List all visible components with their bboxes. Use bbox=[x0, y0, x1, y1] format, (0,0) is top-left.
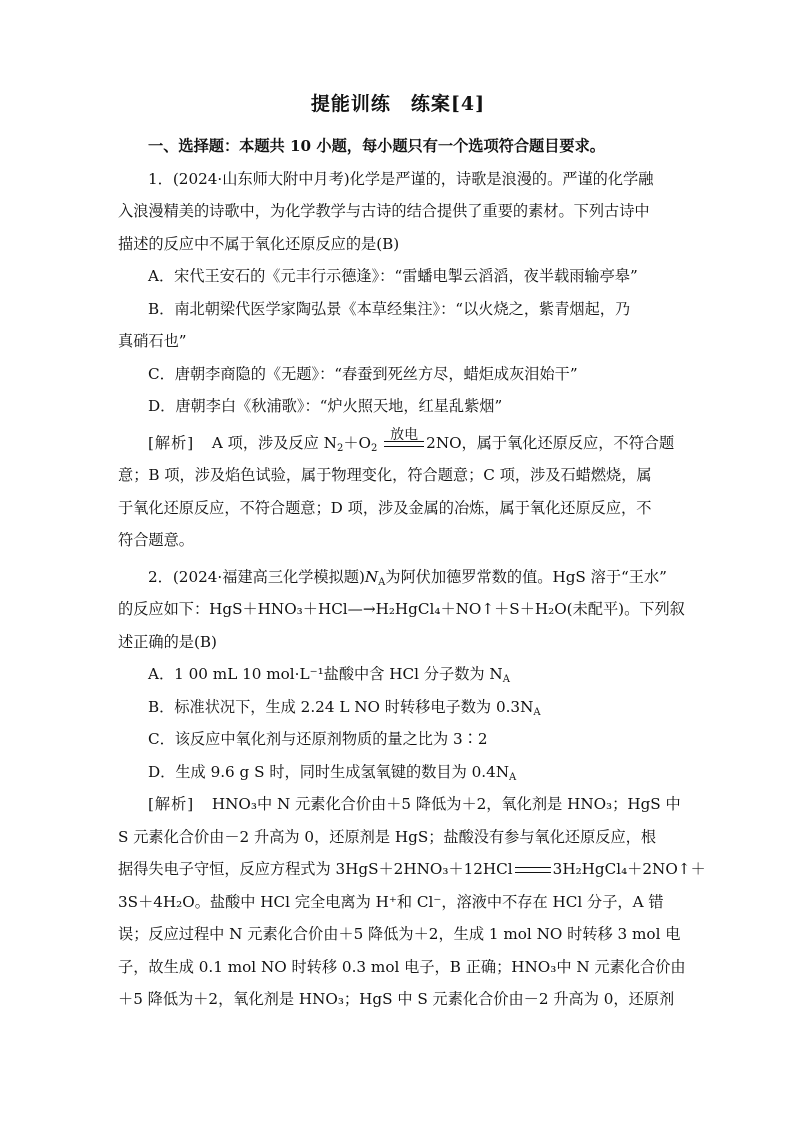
analysis-tag: [解析] bbox=[148, 433, 195, 452]
q2-option-a: A．1 00 mL 10 mol·L⁻¹盐酸中含 HCl 分子数为 $N_A$ bbox=[148, 665, 510, 685]
q1-analysis-line-1: [解析] A 项，涉及反应 $N_2+O_2$ 放电 2NO，属于氧化还原反应，不符合题 bbox=[118, 427, 678, 460]
question-1 bbox=[118, 163, 678, 557]
q2-analysis-line-6: 子，故生成 0.1 mol NO 时转移 0.3 mol 电子，B 正确；HNO₃中 N 元素化合价由 bbox=[118, 957, 686, 976]
q1-option-b-cont: 真硝石也” bbox=[118, 332, 187, 350]
q2-stem-line-3: 述正确的是(B) bbox=[118, 632, 217, 651]
q1-option-b: B．南北朝梁代医学家陶弘景《本草经集注》：“以火烧之，紫青烟起，乃 bbox=[148, 299, 631, 318]
document-page bbox=[118, 92, 706, 1016]
analysis-text: 2NO，属于氧化还原反应，不符合题 bbox=[426, 433, 675, 452]
reaction-condition-arrow bbox=[382, 426, 426, 452]
q2-stem-line-2: 的反应如下：HgS＋HNO₃＋HCl—→H₂HgCl₄＋NO↑＋S＋H₂O(未配平)。下列叙 bbox=[118, 600, 685, 618]
analysis-text: A 项，涉及反应 N bbox=[211, 433, 337, 452]
q2-option-b: B．标准状况下，生成 2.24 L NO 时转移电子数为 $0.3N_A$ bbox=[148, 697, 541, 718]
analysis-text: HNO₃中 N 元素化合价由＋5 降低为＋2，氧化剂是 HNO₃；HgS 中 bbox=[211, 795, 681, 813]
q2-analysis-line-4: 3S＋4H₂O。盐酸中 HCl 完全电离为 H⁺和 Cl⁻，溶液中不存在 HCl 分子，A 错 bbox=[118, 892, 664, 911]
reaction-condition-label: 放电 bbox=[390, 426, 419, 443]
page-title: 提能训练 练案[4] bbox=[310, 93, 486, 115]
q1-analysis-line-2: 意；B 项，涉及焰色试验，属于物理变化，符合题意；C 项，涉及石蜡燃烧，属 bbox=[118, 466, 652, 484]
q1-analysis-line-3: 于氧化还原反应，不符合题意；D 项，涉及金属的冶炼，属于氧化还原反应，不 bbox=[118, 498, 652, 517]
q2-analysis-line-5: 误；反应过程中 N 元素化合价由＋5 降低为＋2，生成 1 mol NO 时转移 3 mol 电 bbox=[118, 925, 681, 943]
q1-option-d: D．唐朝李白《秋浦歌》：“炉火照天地，红星乱紫烟” bbox=[148, 397, 503, 415]
q2-analysis-line-7: ＋5 降低为＋2，氧化剂是 HNO₃；HgS 中 S 元素化合价由－2 升高为 0，还原剂 bbox=[118, 990, 675, 1008]
q1-stem-line-2: 入浪漫精美的诗歌中，为化学教学与古诗的结合提供了重要的素材。下列古诗中 bbox=[118, 202, 650, 220]
equation-equals-sign bbox=[515, 867, 551, 873]
avogadro-symbol: N bbox=[364, 567, 379, 586]
q1-stem-line-3: 描述的反应中不属于氧化还原反应的是(B) bbox=[118, 234, 400, 253]
q1-stem-line-1: 1．(2024·山东师大附中月考)化学是严谨的，诗歌是浪漫的。严谨的化学融 bbox=[148, 169, 654, 188]
question-2 bbox=[118, 561, 706, 1016]
q2-stem-line-1: 2．(2024·福建高三化学模拟题)$N_A$为阿伏加德罗常数的值。HgS 溶于“王水” bbox=[148, 567, 667, 588]
q1-option-c: C．唐朝李商隐的《无题》：“春蚕到死丝方尽，蜡炬成灰泪始干” bbox=[148, 364, 578, 383]
q2-analysis-line-3: 据得失电子守恒，反应方程式为 3HgS＋2HNO₃＋12HCl 3H₂HgCl₄＋2NO↑＋ bbox=[118, 860, 706, 878]
q2-analysis-line-2: S 元素化合价由－2 升高为 0，还原剂是 HgS；盐酸没有参与氧化还原反应，根 bbox=[118, 827, 657, 846]
q2-option-d: D．生成 9.6 g S 时，同时生成氢氧键的数目为 $0.4N_A$ bbox=[148, 762, 517, 783]
q1-analysis-line-4: 符合题意。 bbox=[118, 531, 194, 549]
q2-source: 2．(2024·福建高三化学模拟题) bbox=[148, 567, 365, 586]
q2-option-c: C．该反应中氧化剂与还原剂物质的量之比为 3∶2 bbox=[148, 730, 488, 748]
q2-stem-text: 为阿伏加德罗常数的值。HgS 溶于“王水” bbox=[385, 567, 667, 586]
q1-option-a: A．宋代王安石的《元丰行示德逢》：“雷蟠电掣云滔滔，夜半载雨输亭皋” bbox=[148, 267, 638, 285]
analysis-tag: [解析] bbox=[148, 795, 195, 813]
analysis-text: ＋O bbox=[343, 433, 371, 452]
section-heading: 一、选择题：本题共 10 小题，每小题只有一个选项符合题目要求。 bbox=[148, 137, 605, 155]
q2-analysis-line-1 bbox=[118, 788, 681, 821]
